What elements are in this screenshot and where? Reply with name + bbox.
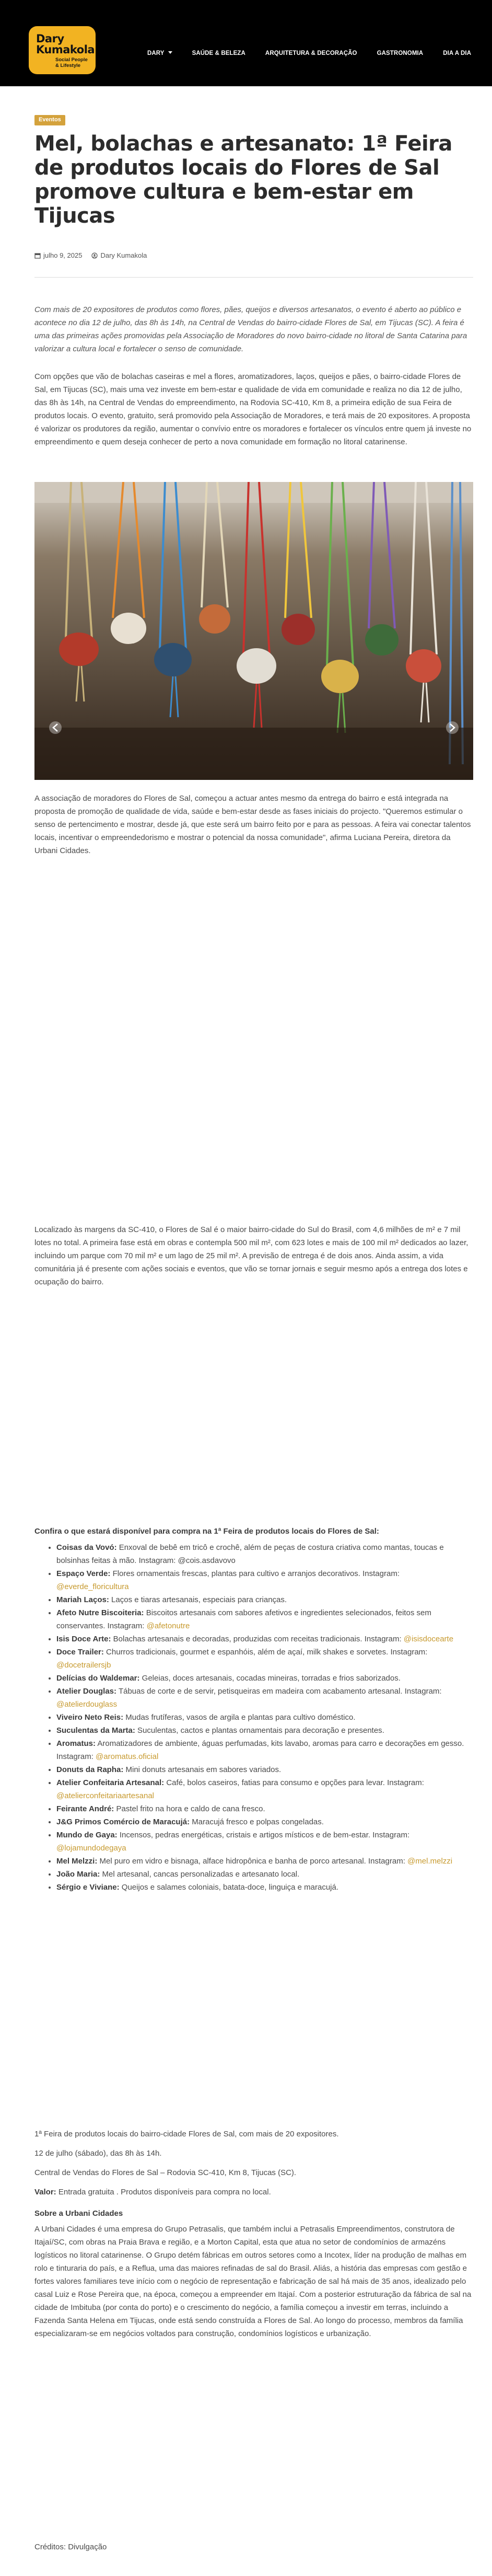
exhibitor-name: Atelier Confeitaria Artesanal:	[56, 1778, 165, 1787]
title-divider	[34, 277, 473, 278]
exhibitor-description: Aromatizadores de ambiente, águas perfumadas, kits lavabo, aromas para carro e decorações em gesso. Instagram:	[56, 1739, 464, 1761]
exhibitor-name: Mariah Laços:	[56, 1595, 109, 1604]
exhibitor-description: Mel artesanal, cancas personalizadas e artesanato local.	[102, 1870, 300, 1879]
exhibitor-description: Café, bolos caseiros, fatias para consumo e opções para levar. Instagram:	[166, 1778, 424, 1787]
photo-credits: Créditos: Divulgação	[34, 2543, 107, 2551]
exhibitor-name: Mundo de Gaya:	[56, 1831, 118, 1839]
exhibitor-instagram-link[interactable]: @everde_floricultura	[56, 1582, 129, 1591]
exhibitor-name: Suculentas da Marta:	[56, 1726, 135, 1735]
logo-line-1: Dary	[36, 32, 64, 45]
exhibitor-description: Maracujá fresco e polpas congeladas.	[192, 1818, 324, 1826]
exhibitor-instagram-link[interactable]: @mel.melzzi	[407, 1857, 453, 1866]
exhibitor-item	[56, 1672, 473, 1685]
exhibitor-item	[56, 1763, 473, 1776]
exhibitor-instagram-link[interactable]: @docetrailersjb	[56, 1661, 111, 1670]
event-info-name: 1ª Feira de produtos locais do bairro-cidade Flores de Sal, com mais de 20 expositores.	[34, 2130, 339, 2138]
exhibitor-item	[56, 1855, 473, 1868]
article-date: julho 9, 2025	[43, 251, 83, 259]
exhibitor-item	[56, 1724, 473, 1737]
nav-item-label: DARY	[147, 50, 165, 56]
exhibitor-item	[56, 1737, 473, 1763]
article-author[interactable]: Dary Kumakola	[100, 251, 147, 259]
exhibitor-name: Espaço Verde:	[56, 1569, 111, 1578]
event-info-location: Central de Vendas do Flores de Sal – Rodovia SC-410, Km 8, Tijucas (SC).	[34, 2168, 297, 2177]
exhibitor-description: Laços e tiaras artesanais, especiais para crianças.	[111, 1595, 287, 1604]
article-paragraph-3: Localizado às margens da SC-410, o Flores de Sal é o maior bairro-cidade do Sul do Brasil, com 4,6 milhões de m² e 7 mil lotes no total. A primeira fase está em obras e contempla 500 mil m², com 623 lotes e mais de 100 mil m² dedicados ao lazer, incluindo um parque com 70 mil m² e um lago de 25 mil m². A previsão de entrega é de dois anos. Ainda assim, a vida comunitária já é presente com ações sociais e eventos, que vão se tornar jornais e seguir mesmo após a entrega dos lotes e ocupação do bairro.	[34, 1225, 468, 1286]
exhibitor-item	[56, 1567, 473, 1593]
article-paragraph-2: A associação de moradores do Flores de Sal, começou a actuar antes mesmo da entrega do bairro e está integrada na proposta de promoção de qualidade de vida, saúde e bem-estar desde as fases iniciais do projecto. "Queremos estimular o senso de pertencimento e mostrar, desde já, que este será um bairro feito por e para as pessoas. A feira vai conectar talentos locais, incentivar o empreendedorismo e mostrar o potencial da nossa comunidade", afirma Luciana Pereira, diretora da Urbani Cidades.	[34, 794, 471, 855]
article-title: Mel, bolachas e artesanato: 1ª Feira de produtos locais do Flores de Sal promove cultura e bem-estar em Tijucas	[34, 132, 452, 228]
exhibitor-description: Enxoval de bebê em tricô e crochê, além de peças de costura criativa como mantas, toucas e bolsinhas feitas à mão. Instagram: @cois.asdavovo	[56, 1543, 444, 1565]
exhibitor-item	[56, 1632, 473, 1646]
exhibitor-description: Pastel frito na hora e caldo de cana fresco.	[116, 1804, 265, 1813]
exhibitor-description: Mel puro em vidro e bisnaga, alface hidropônica e banha de porco artesanal. Instagram:	[99, 1857, 408, 1866]
exhibitor-name: Atelier Douglas:	[56, 1687, 117, 1696]
exhibitor-description: Incensos, pedras energéticas, cristais e artigos místicos e de bem-estar. Instagram:	[119, 1831, 410, 1839]
nav-item-arquitetura-decoracao[interactable]: ARQUITETURA & DECORAÇÃO	[265, 50, 357, 56]
exhibitor-name: Doce Trailer:	[56, 1648, 104, 1657]
site-logo[interactable]	[29, 26, 96, 74]
exhibitor-item	[56, 1881, 473, 1894]
exhibitor-description: Tábuas de corte e de servir, petisqueiras em madeira com acabamento artesanal. Instagram:	[118, 1687, 442, 1696]
exhibitor-instagram-link[interactable]: @lojamundodegaya	[56, 1844, 126, 1853]
exhibitor-name: Mel Melzzi:	[56, 1857, 98, 1866]
article-photo-macrame-plant-hangers	[34, 482, 473, 780]
exhibitor-description: Geleias, doces artesanais, cocadas mineiras, torradas e frios saborizados.	[142, 1674, 401, 1683]
exhibitor-description: Biscoitos artesanais com sabores afetivos e ingredientes selecionados, feitos sem conservantes. Instagram:	[56, 1608, 431, 1630]
event-info-price-label: Valor:	[34, 2188, 56, 2196]
exhibitor-description: Churros tradicionais, gourmet e espanhóis, além de açaí, milk shakes e sorvetes. Instagram:	[106, 1648, 428, 1657]
exhibitor-description: Suculentas, cactos e plantas ornamentais para decoração e presentes.	[137, 1726, 384, 1735]
article-lead: Com mais de 20 expositores de produtos como flores, pães, queijos e diversos artesanatos, o evento é aberto ao público e acontece no dia 12 de julho, das 8h às 14h, na Central de Vendas do bairro-cidade Flores de Sal, em Tijucas (SC). A feira é uma das primeiras ações promovidas pela Associação de Moradores do novo bairro-cidade no litoral de Santa Catarina para valorizar a cultura local e fortalecer o senso de comunidade.	[34, 305, 467, 353]
exhibitor-name: Delícias do Waldemar:	[56, 1674, 140, 1683]
exhibitor-item	[56, 1802, 473, 1815]
chevron-down-icon	[168, 51, 172, 54]
exhibitor-name: Coisas da Vovó:	[56, 1543, 117, 1552]
article-meta	[34, 250, 147, 261]
main-nav	[147, 49, 491, 59]
exhibitor-description: Mini donuts artesanais em sabores variados.	[125, 1765, 282, 1774]
category-badge[interactable]: Eventos	[34, 115, 65, 125]
logo-line-2: Kumakola	[36, 43, 95, 56]
prev-arrow-icon[interactable]	[49, 721, 62, 734]
exhibitor-item	[56, 1541, 473, 1567]
calendar-icon	[34, 252, 41, 259]
exhibitor-item	[56, 1868, 473, 1881]
exhibitor-name: Sérgio e Viviane:	[56, 1883, 120, 1892]
exhibitor-instagram-link[interactable]: @isisdocearte	[403, 1635, 454, 1643]
exhibitor-item	[56, 1711, 473, 1724]
event-info-price-text: Entrada gratuita . Produtos disponíveis para compra no local.	[58, 2188, 271, 2196]
exhibitors-heading: Confira o que estará disponível para compra na 1ª Feira de produtos locais do Flores de Sal:	[34, 1527, 379, 1536]
exhibitor-instagram-link[interactable]: @atelierconfeitariaartesanal	[56, 1791, 154, 1800]
nav-item-gastronomia[interactable]: GASTRONOMIA	[377, 50, 424, 56]
logo-tagline: Social People & Lifestyle	[55, 57, 88, 68]
exhibitor-name: J&G Primos Comércio de Maracujá:	[56, 1818, 190, 1826]
next-arrow-icon[interactable]	[446, 721, 459, 734]
exhibitor-item	[56, 1593, 473, 1606]
exhibitor-name: João Maria:	[56, 1870, 100, 1879]
nav-item-dia-a-dia[interactable]: DIA A DIA	[443, 50, 472, 56]
exhibitor-name: Feirante André:	[56, 1804, 114, 1813]
article-paragraph-1: Com opções que vão de bolachas caseiras e mel a flores, aromatizadores, laços, queijos e pães, o bairro-cidade Flores de Sal, em Tijucas (SC), mais uma vez investe em bem-estar e qualidade de vida em comunidade e realiza no dia 12 de julho, das 8h às 14h, na Central de Vendas do empreendimento, na Rodovia SC-410, Km 8, a primeira edição de sua Feira de produtos locais. O evento, gratuito, será promovido pela Associação de Moradores, e terá mais de 20 expositores. A proposta é valorizar os produtores da região, aumentar o convívio entre os moradores e fortalecer os vínculos entre quem já investe no empreendimento e quem deseja conhecer de perto a nova comunidade em formação no litoral catarinense.	[34, 372, 472, 446]
exhibitor-name: Afeto Nutre Biscoiteria:	[56, 1608, 144, 1617]
exhibitor-name: Isis Doce Arte:	[56, 1635, 111, 1643]
exhibitor-description: Bolachas artesanais e decoradas, produzidas com receitas tradicionais. Instagram:	[113, 1635, 404, 1643]
user-icon	[91, 252, 98, 259]
exhibitor-item	[56, 1776, 473, 1802]
exhibitors-list	[34, 1541, 473, 1894]
exhibitor-item	[56, 1828, 473, 1855]
exhibitor-description: Mudas frutíferas, vasos de argila e plantas para cultivo doméstico.	[125, 1713, 356, 1722]
exhibitor-item	[56, 1815, 473, 1828]
exhibitor-item	[56, 1606, 473, 1632]
site-header	[0, 0, 492, 86]
exhibitor-description: Flores ornamentais frescas, plantas para cultivo e arranjos decorativos. Instagram:	[112, 1569, 400, 1578]
exhibitor-description: Queijos e salames coloniais, batata-doce, linguiça e maracujá.	[121, 1883, 339, 1892]
exhibitor-instagram-link[interactable]: @afetonutre	[146, 1622, 190, 1630]
exhibitor-name: Donuts da Rapha:	[56, 1765, 124, 1774]
nav-item-saude-beleza[interactable]: SAÚDE & BELEZA	[192, 50, 245, 56]
exhibitor-item	[56, 1646, 473, 1672]
exhibitor-name: Aromatus:	[56, 1739, 96, 1748]
exhibitor-item	[56, 1685, 473, 1711]
exhibitor-instagram-link[interactable]: @aromatus.oficial	[96, 1752, 159, 1761]
exhibitor-name: Viveiro Neto Reis:	[56, 1713, 124, 1722]
event-info-price	[34, 2186, 473, 2199]
event-info-date: 12 de julho (sábado), das 8h às 14h.	[34, 2149, 162, 2158]
photo-illustration	[34, 482, 473, 780]
exhibitor-instagram-link[interactable]: @atelierdouglass	[56, 1700, 118, 1709]
about-heading: Sobre a Urbani Cidades	[34, 2209, 123, 2218]
nav-item-dary[interactable]	[147, 49, 172, 59]
about-paragraph: A Urbani Cidades é uma empresa do Grupo Petrasalis, que também inclui a Petrasalis Empreendimentos, construtora de Itajaí/SC, com obras na Praia Brava e região, e a Morton Capital, esta que atua no setor de condomínios de armazéns logísticos no litoral catarinense. O Grupo detém fábricas em outros setores como a Incotex, líder na produção de malhas em rolo e tinturaria do país, e a Reflua, uma das maiores refinadas de sal do Brasil. Aliás, a história das empresas com gestão e fortes valores familiares teve início com o negócio de representação e fabricação de sal há mais de 35 anos, idealizado pelo casal Luiz e Rose Pereira que, na época, começou a empreender em Itajaí. Com a posterior estruturação da fábrica de sal na cidade de Imbituba (por conta do porto) e o crescimento do negócio, a família começou a investir em terras, incluindo a Fazenda Santa Helena em Tijucas, onde está sendo construída a Flores de Sal. Ao longo do processo, membros da família especializaram-se em negócios voltados para construção, condomínios logísticos e urbanização.	[34, 2225, 472, 2338]
